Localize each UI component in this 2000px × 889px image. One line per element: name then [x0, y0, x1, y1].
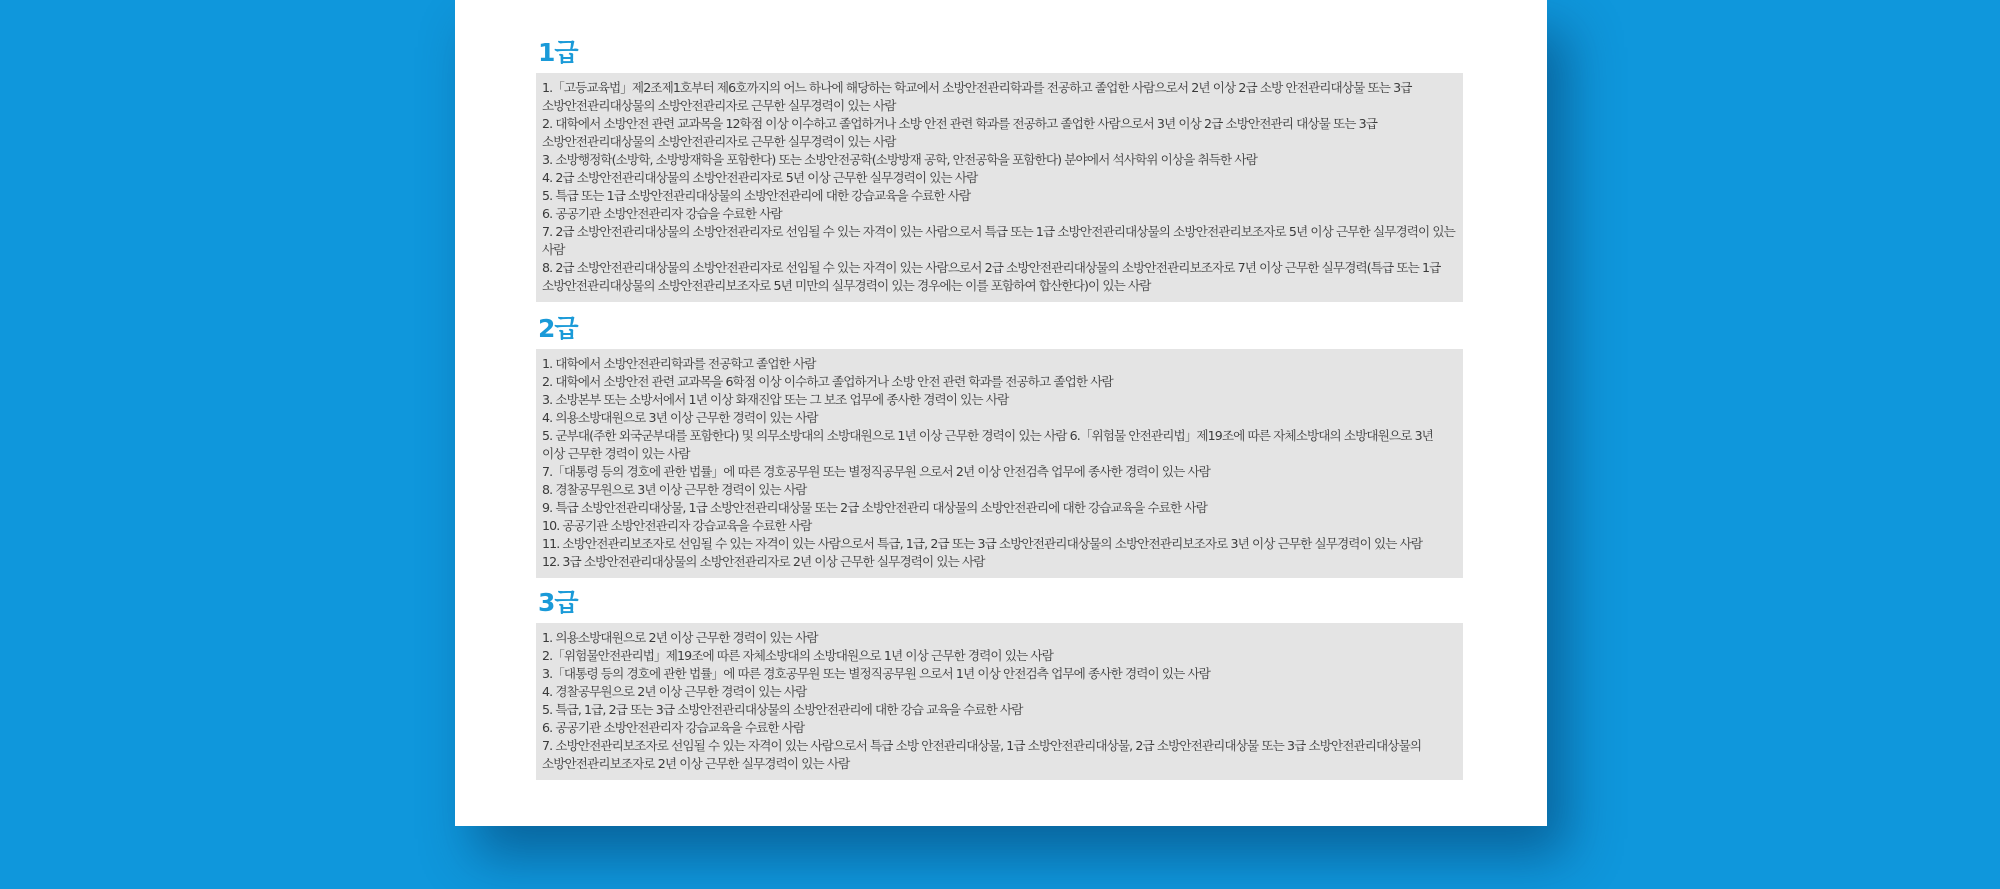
list-item: 3. 소방본부 또는 소방서에서 1년 이상 화재진압 또는 그 보조 업무에 종사한 경력이 있는 사람 [542, 392, 1009, 407]
list-item: 1. 의용소방대원으로 2년 이상 근무한 경력이 있는 사람 [542, 630, 818, 645]
list-item: 4. 의용소방대원으로 3년 이상 근무한 경력이 있는 사람 [542, 410, 818, 425]
list-item: 5. 특급 또는 1급 소방안전관리대상물의 소방안전관리에 대한 강습교육을 수료한 사람 [542, 188, 971, 203]
list-item: 2. 대학에서 소방안전 관련 교과목을 12학점 이상 이수하고 졸업하거나 소방 안전 관련 학과를 전공하고 졸업한 사람으로서 3년 이상 2급 소방안전관리 대상물 또는 3급 소방안전관리대상물의 소방안전관리자로 근무한 실무경력이 있는 사람 [542, 116, 1378, 149]
grade2-requirements-box [536, 349, 1463, 578]
list-item: 2.「위험물안전관리법」제19조에 따른 자체소방대의 소방대원으로 1년 이상 근무한 경력이 있는 사람 [542, 648, 1053, 663]
list-item: 2. 대학에서 소방안전 관련 교과목을 6학점 이상 이수하고 졸업하거나 소방 안전 관련 학과를 전공하고 졸업한 사람 [542, 374, 1113, 389]
list-item: 3.「대통령 등의 경호에 관한 법률」에 따른 경호공무원 또는 별정직공무원 으로서 1년 이상 안전검측 업무에 종사한 경력이 있는 사람 [542, 666, 1211, 681]
grade3-title: 3급 [538, 588, 578, 617]
list-item: 7. 2급 소방안전관리대상물의 소방안전관리자로 선임될 수 있는 자격이 있는 사람으로서 특급 또는 1급 소방안전관리대상물의 소방안전관리보조자로 5년 이상 근무한 실무경력이 있는 사람 [542, 224, 1455, 257]
list-item: 9. 특급 소방안전관리대상물, 1급 소방안전관리대상물 또는 2급 소방안전관리 대상물의 소방안전관리에 대한 강습교육을 수료한 사람 [542, 500, 1207, 515]
list-item: 1. 대학에서 소방안전관리학과를 전공학고 졸업한 사람 [542, 356, 816, 371]
list-item: 4. 2급 소방안전관리대상물의 소방안전관리자로 5년 이상 근무한 실무경력이 있는 사람 [542, 170, 978, 185]
list-item: 6. 공공기관 소방안전관리자 강습을 수료한 사람 [542, 206, 782, 221]
list-item: 12. 3급 소방안전관리대상물의 소방안전관리자로 2년 이상 근무한 실무경력이 있는 사람 [542, 554, 985, 569]
list-item: 7.「대통령 등의 경호에 관한 법률」에 따른 경호공무원 또는 별정직공무원 으로서 2년 이상 안전검측 업무에 종사한 경력이 있는 사람 [542, 464, 1211, 479]
grade1-title: 1급 [538, 38, 578, 67]
grade1-requirements-list [542, 79, 1457, 295]
list-item: 6. 공공기관 소방안전관리자 강습교육을 수료한 사람 [542, 720, 805, 735]
list-item: 3. 소방행정학(소방학, 소방방재학을 포함한다) 또는 소방안전공학(소방방재 공학, 안전공학을 포함한다) 분야에서 석사학위 이상을 취득한 사람 [542, 152, 1257, 167]
list-item: 11. 소방안전관리보조자로 선임될 수 있는 자격이 있는 사람으로서 특급, 1급, 2급 또는 3급 소방안전관리대상물의 소방안전관리보조자로 3년 이상 근무한 실무경력이 있는 사람 [542, 536, 1423, 551]
list-item: 8. 2급 소방안전관리대상물의 소방안전관리자로 선임될 수 있는 자격이 있는 사람으로서 2급 소방안전관리대상물의 소방안전관리보조자로 7년 이상 근무한 실무경력(특급 또는 1급 소방안전관리대상물의 소방안전관리보조자로 5년 미만의 실무경력이 있는 경우에는 이를 포함하여 합산한다)이 있는 사람 [542, 260, 1441, 293]
list-item: 8. 경찰공무원으로 3년 이상 근무한 경력이 있는 사람 [542, 482, 807, 497]
list-item: 5. 군부대(주한 외국군부대를 포함한다) 및 의무소방대의 소방대원으로 1년 이상 근무한 경력이 있는 사람 6.「위험물 안전관리법」제19조에 따른 자체소방대의 소방대원으로 3년 이상 근무한 경력이 있는 사람 [542, 428, 1433, 461]
list-item: 5. 특급, 1급, 2급 또는 3급 소방안전관리대상물의 소방안전관리에 대한 강습 교육을 수료한 사람 [542, 702, 1023, 717]
grade2-requirements-list [542, 355, 1457, 571]
grade1-requirements-box [536, 73, 1463, 302]
grade3-requirements-box [536, 623, 1463, 780]
grade3-requirements-list [542, 629, 1457, 773]
list-item: 7. 소방안전관리보조자로 선임될 수 있는 자격이 있는 사람으로서 특급 소방 안전관리대상물, 1급 소방안전관리대상물, 2급 소방안전관리대상물 또는 3급 소방안전관리대상물의 소방안전관리보조자로 2년 이상 근무한 실무경력이 있는 사람 [542, 738, 1422, 771]
grade2-title: 2급 [538, 314, 578, 343]
list-item: 4. 경찰공무원으로 2년 이상 근무한 경력이 있는 사람 [542, 684, 807, 699]
list-item: 10. 공공기관 소방안전관리자 강습교육을 수료한 사람 [542, 518, 812, 533]
list-item: 1.「고등교육법」제2조제1호부터 제6호까지의 어느 하나에 해당하는 학교에서 소방안전관리학과를 전공하고 졸업한 사람으로서 2년 이상 2급 소방 안전관리대상물 또는 3급 소방안전관리대상물의 소방안전관리자로 근무한 실무경력이 있는 사람 [542, 80, 1412, 113]
